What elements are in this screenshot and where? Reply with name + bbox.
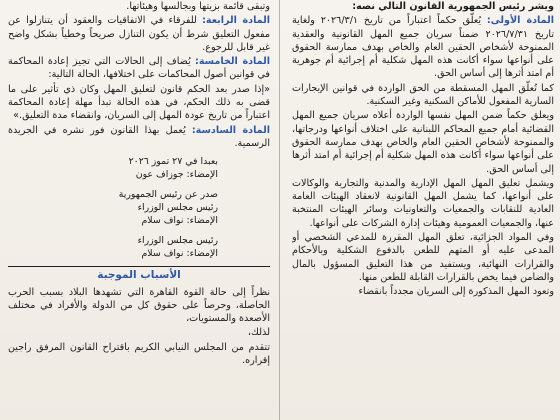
pm-title-2: رئيس مجلس الوزراء (137, 235, 218, 247)
article-6-text: يُعمل بهذا القانون فور نشره في الجريدة الرسمية. (8, 124, 270, 149)
reasons-heading: الأسباب الموجبة (97, 269, 181, 282)
date-line: بعبدا في ٢٧ تموز ٢٠٢٦ (128, 156, 218, 168)
reasons-paragraph-2: تتقدم من المجلس النيابي الكريم باقتراح القانون المرفق راجين إقراره. (8, 341, 270, 367)
paragraph: كما تُعلّق المهل المسقطة من الحق الواردة في قوانين الإيجارات السارية المفعول للأماكن السكنية وغير السكنية. (292, 82, 554, 108)
article-4-text: للفرقاء في الاتفاقيات والعقود أن يتنازلوا عن مفعول التعليق شرط أن يكون التنازل صريحاً وخطياً بشكل واضح غير قابل للرجوع. (8, 15, 270, 53)
article-6 (8, 124, 270, 151)
promulgation-line: ويشر رئيس الجمهورية القانون التالي نصه: (352, 1, 554, 12)
quoted-provision: «إذا صدر بعد الحكم قانون لتعليق المهل وكان ذي تأثير على ما قضى به ذلك الحكم، في هذه الحالة تبدأ مهلة إعادة المحاكمة اعتباراً من تاريخ عودة المهل إلى السريان، وانقضاء مدة التعليق.» (8, 83, 270, 122)
article-1-text: يُعلّق حكماً اعتباراً من تاريخ ٢٠٢٦/٣/١ ولغاية تاريخ ٢٠٢٦/٧/٣١ ضمناً سريان جميع المهل القانونية والعقدية الممنوحة لأشخاص الحقين العام والخاص بهدف ممارسة الحقوق على أنواعها سواء أكانت هذه المهل شكلية أم إجرائية أم جوهرية أم امتد أثرها إلى أساس الحق. (292, 15, 554, 80)
article-4 (8, 14, 270, 54)
reasons-conclusion: لذلك، (247, 327, 270, 339)
article-4-title: المادة الرابعة: (202, 15, 270, 27)
reasons-paragraph: نظراً إلى حالة القوة القاهرة التي تشهدها البلاد بسبب الحرب الحاصلة، وحرصاً على حقوق كل من الدولة والأفراد في مختلف الأصعدة والمستويات، (8, 286, 270, 325)
article-5-text: يُضاف إلى الحالات التي تجيز إعادة المحاكمة في قوانين أصول المحاكمات على اختلافها، الحالة التالية: (8, 56, 270, 81)
left-column (8, 0, 270, 420)
article-5-title: المادة الخامسة: (195, 56, 270, 68)
reasons-section-header (8, 266, 270, 282)
column-divider (279, 0, 280, 420)
article-5 (8, 55, 270, 82)
signature-pm: الإمضاء: نواف سلام (141, 215, 218, 227)
signature-president: الإمضاء: جوزاف عون (135, 169, 218, 181)
signature-pm-2: الإمضاء: نواف سلام (141, 248, 218, 260)
pm-title: رئيس مجلس الوزراء (137, 202, 218, 214)
article-1-title: المادة الأولى: (486, 15, 554, 27)
continuation-line: وتبقى قائمة بزيتها وبجالسها وهيئاتها. (126, 1, 270, 12)
issued-by: صدر عن رئيس الجمهورية (118, 189, 218, 201)
right-column (292, 0, 554, 420)
paragraph: وتعود المهل المذكورة إلى السريان مجدداً بانقضاء (358, 286, 554, 298)
article-6-title: المادة السادسة: (191, 124, 270, 136)
paragraph: ويشمل تعليق المهل المهل الإدارية والمدنية والتجارية والوكالات على أنواعها، كما يشمل المهل القانونية لانعقاد الهيئات العامة العادية للنقابات والجمعيات والتعاونيات وسائر الهيئات المنتخبة عنها، والجمعيات العمومية وهيئات إدارة الشركات على أنواعها. (292, 177, 554, 229)
paragraph: ويعلق حكماً ضمن المهل نفسها الواردة أعلاه سريان جميع المهل القضائية أمام جميع المحاكم اللبنانية على اختلاف أنواعها ودرجاتها، والممنوحة لأشخاص الحقين العام والخاص بهدف ممارسة الحقوق على أنواعها سواء أكانت هذه المهل شكلية أم إجرائية أم امتد أثرها إلى أساس الحق. (292, 110, 554, 175)
paragraph: وفي المواد الجزائية، تعلق المهل المقررة للمدعي الشخصي أو المدعى عليه أو المتهم للطعن بالدفوع الشكلية وبالأحكام والقرارات النهائية، ويستفيد من هذا التعليق المسؤول بالمال والضامن فيما يخص بالقرارات القابلة للطعن منها. (292, 232, 554, 283)
article-1 (292, 14, 554, 80)
